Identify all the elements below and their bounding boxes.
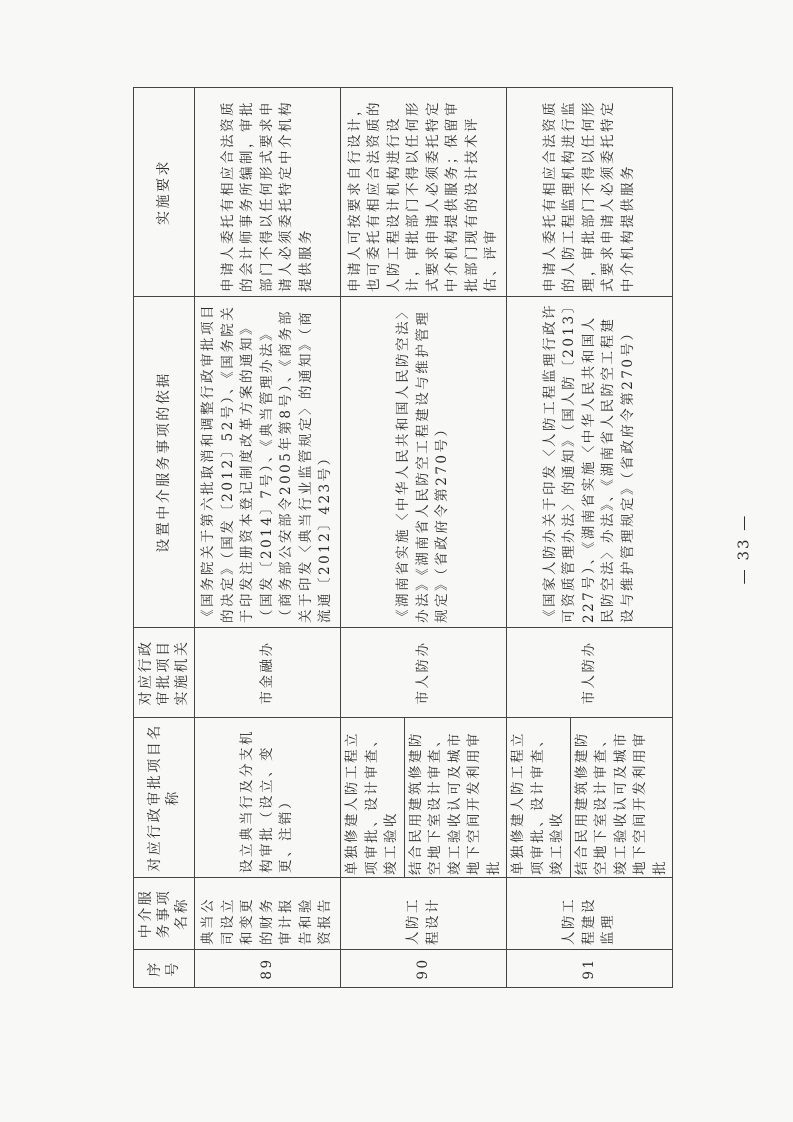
row-approval-org: 市金融办 bbox=[195, 628, 341, 718]
row-approval-items bbox=[341, 718, 507, 878]
table-row bbox=[195, 88, 341, 988]
approval-item-2: 结合民用建筑修建防空地下室设计审查、竣工验收认可及城市地下空间开发利用审批 bbox=[570, 718, 673, 877]
row-requirements: 申请人委托有相应合法资质的人防工程监理机构进行监理，审批部门不得以任何形式要求申请人必须委托特定中介机构提供服务 bbox=[507, 88, 673, 297]
header-basis: 设置中介服务事项的依据 bbox=[134, 297, 195, 628]
header-seq: 序号 bbox=[134, 950, 195, 988]
row-basis: 《湖南省实施〈中华人民共和国人民防空法〉办法》《湖南省人民防空工程建设与维护管理规定》（省政府令第270号） bbox=[341, 297, 507, 628]
row-requirements: 申请人委托有相应合法资质的会计师事务所编制，审批部门不得以任何形式要求申请人必须委托特定中介机构提供服务 bbox=[195, 88, 341, 297]
intermediary-services-table bbox=[133, 87, 673, 988]
page-number: — 33 — bbox=[734, 513, 753, 585]
row-approval-item: 设立典当行及分支机构审批（设立、变更、注销） bbox=[195, 718, 341, 878]
approval-item-1: 单独修建人防工程立项审批、设计审查、竣工验收 bbox=[344, 731, 399, 875]
header-approval-org: 对应行政审批项目实施机关 bbox=[134, 628, 195, 718]
row-service-name: 典当公司设立和变更的财务审计报告和验资报告 bbox=[195, 878, 341, 950]
table-row bbox=[507, 88, 673, 988]
row-seq: 91 bbox=[507, 950, 673, 988]
row-approval-items bbox=[507, 718, 673, 878]
row-seq: 89 bbox=[195, 950, 341, 988]
approval-item-1: 单独修建人防工程立项审批、设计审查、竣工验收 bbox=[510, 731, 565, 875]
table-row bbox=[341, 88, 507, 988]
row-service-name: 人防工程设计 bbox=[341, 878, 507, 950]
row-approval-org: 市人防办 bbox=[341, 628, 507, 718]
rotated-table-container bbox=[133, 88, 668, 988]
row-basis: 《国务院关于第六批取消和调整行政审批项目的决定》（国发〔2012〕52号）、《国务院关于印发注册资本登记制度改革方案的通知》（国发〔2014〕7号）、《典当管理办法》（商务部公安部令2005年第8号）、《商务部关于印发〈典当行业监管规定〉的通知》（商流通〔2012〕423号） bbox=[195, 297, 341, 628]
header-approval-item: 对应行政审批项目名称 bbox=[134, 718, 195, 878]
table-header-row bbox=[134, 88, 195, 988]
row-basis: 《国家人防办关于印发〈人防工程监理行政许可资质管理办法〉的通知》（国人防〔2013〕227号）、《湖南省实施〈中华人民共和国人民防空法〉办法》、《湖南省人民防空工程建设与维护管理规定》（省政府令第270号） bbox=[507, 297, 673, 628]
header-requirements: 实施要求 bbox=[134, 88, 195, 297]
header-service-name: 中介服务事项名称 bbox=[134, 878, 195, 950]
row-seq: 90 bbox=[341, 950, 507, 988]
approval-item-2: 结合民用建筑修建防空地下室设计审查、竣工验收认可及城市地下空间开发利用审批 bbox=[404, 718, 507, 877]
row-service-name: 人防工程建设监理 bbox=[507, 878, 673, 950]
row-requirements: 申请人可按要求自行设计，也可委托有相应合法资质的人防工程设计机构进行设计，审批部门不得以任何形式要求申请人必须委托特定中介机构提供服务；保留审批部门现有的设计技术评估、评审 bbox=[341, 88, 507, 297]
row-approval-org: 市人防办 bbox=[507, 628, 673, 718]
